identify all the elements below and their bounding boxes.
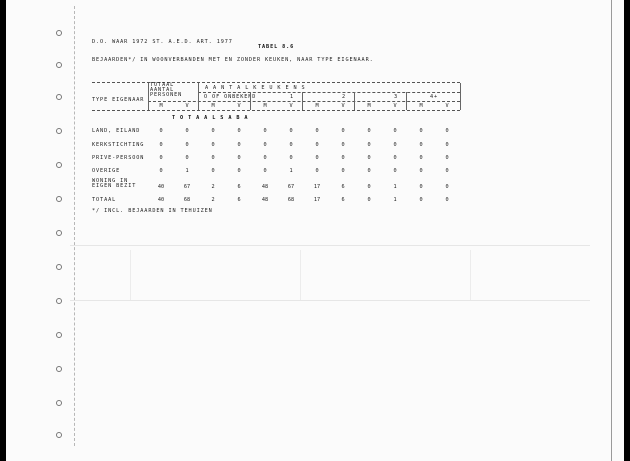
table-cell: 0 (445, 168, 449, 174)
footnote: */ INCL. BEJAARDEN IN TEHUIZEN (92, 208, 213, 214)
total-persons-header: TOTAAL AANTAL PERSONEN (150, 82, 183, 98)
table-cell: 48 (261, 197, 269, 203)
table-cell: 0 (211, 142, 215, 148)
table-cell: 0 (289, 155, 293, 161)
table-cell: 0 (211, 128, 215, 134)
gender-label: M (367, 103, 371, 109)
table-cell: 0 (367, 197, 371, 203)
table-cell: 0 (211, 168, 215, 174)
punch-hole (56, 162, 62, 168)
page-edge (611, 0, 612, 461)
gender-label: V (341, 103, 345, 109)
table-cell: 2 (211, 184, 215, 190)
gender-label: V (393, 103, 397, 109)
row-label: TOTAAL (92, 197, 117, 203)
no-kitchen-header: O OF ONBEKEND (204, 94, 257, 100)
row-label: OVERIGE (92, 168, 121, 174)
kitchen-count-2: 2 (342, 94, 347, 100)
row-label: KERKSTICHTING (92, 142, 145, 148)
table-cell: 6 (237, 197, 241, 203)
table-cell: 0 (159, 168, 163, 174)
row-label: LAND, EILAND (92, 128, 141, 134)
bleed-through-line (130, 250, 131, 300)
table-cell: 0 (237, 168, 241, 174)
kitchen-count-4plus: 4+ (430, 94, 439, 100)
kitchen-count-1: 1 (290, 94, 295, 100)
row-label: PRIVE-PERSOON (92, 155, 145, 161)
table-cell: 0 (341, 168, 345, 174)
table-cell: 0 (185, 155, 189, 161)
table-cell: 0 (263, 155, 267, 161)
col-divider (198, 83, 199, 110)
punch-hole (56, 62, 62, 68)
table-cell: 0 (445, 197, 449, 203)
gender-label: M (211, 103, 215, 109)
table-id: TABEL 8.6 (258, 44, 295, 50)
punch-hole (56, 264, 62, 270)
table-cell: 0 (315, 168, 319, 174)
bleed-through-line (70, 300, 590, 301)
table-cell: 40 (157, 197, 165, 203)
table-cell: 0 (393, 142, 397, 148)
section-label: T O T A A L S A B A (172, 115, 249, 121)
punch-hole (56, 230, 62, 236)
gender-label: V (185, 103, 189, 109)
bleed-through-line (70, 245, 590, 246)
gender-label: M (419, 103, 423, 109)
table-cell: 0 (367, 184, 371, 190)
table-cell: 40 (157, 184, 165, 190)
table-cell: 0 (393, 128, 397, 134)
table-cell: 0 (445, 128, 449, 134)
col-divider (406, 92, 407, 110)
punch-hole (56, 30, 62, 36)
table-cell: 6 (341, 184, 345, 190)
table-cell: 6 (341, 197, 345, 203)
table-cell: 0 (445, 142, 449, 148)
table-cell: 1 (289, 168, 293, 174)
table-cell: 0 (185, 128, 189, 134)
table-cell: 0 (393, 155, 397, 161)
table-cell: 67 (287, 184, 295, 190)
table-cell: 0 (159, 128, 163, 134)
table-cell: 0 (419, 128, 423, 134)
row-label: WONING IN EIGEN BEZIT (92, 178, 137, 189)
table-cell: 0 (315, 142, 319, 148)
table-cell: 0 (393, 168, 397, 174)
table-cell: 17 (313, 197, 321, 203)
col-divider (250, 92, 251, 110)
gender-label: M (315, 103, 319, 109)
table-cell: 0 (445, 184, 449, 190)
punch-hole (56, 400, 62, 406)
table-cell: 0 (367, 155, 371, 161)
table-cell: 0 (289, 128, 293, 134)
table-cell: 0 (341, 128, 345, 134)
table-cell: 0 (237, 155, 241, 161)
punch-hole (56, 366, 62, 372)
punch-hole (56, 94, 62, 100)
table-cell: 0 (341, 155, 345, 161)
table-cell: 0 (367, 142, 371, 148)
gender-label: M (159, 103, 163, 109)
gender-label: V (289, 103, 293, 109)
punch-hole (56, 298, 62, 304)
kitchens-header: A A N T A L K E U K E N S (205, 85, 306, 91)
col-divider (460, 83, 461, 110)
scanned-page (6, 0, 624, 461)
table-cell: 0 (315, 128, 319, 134)
table-cell: 17 (313, 184, 321, 190)
table-cell: 67 (183, 184, 191, 190)
table-cell: 6 (237, 184, 241, 190)
table-cell: 68 (183, 197, 191, 203)
punch-hole (56, 332, 62, 338)
table-cell: 0 (289, 142, 293, 148)
table-cell: 48 (261, 184, 269, 190)
table-cell: 0 (419, 155, 423, 161)
perforation-line (74, 6, 75, 446)
table-cell: 0 (263, 142, 267, 148)
table-title: BEJAARDEN*/ IN WOONVERBANDEN MET EN ZONDER KEUKEN, NAAR TYPE EIGENAAR. (92, 57, 374, 63)
publisher-line: D.O. WAAR 1972 ST. A.E.D. ART. 1977 (92, 39, 233, 45)
table-cell: 0 (341, 142, 345, 148)
col-divider (148, 83, 149, 110)
table-cell: 0 (419, 142, 423, 148)
gender-label: V (237, 103, 241, 109)
table-cell: 0 (185, 142, 189, 148)
gender-label: V (445, 103, 449, 109)
table-cell: 2 (211, 197, 215, 203)
table-cell: 0 (445, 155, 449, 161)
gender-rule (148, 101, 460, 102)
table-cell: 68 (287, 197, 295, 203)
table-cell: 0 (159, 142, 163, 148)
bleed-through-line (300, 250, 301, 300)
table-cell: 0 (237, 142, 241, 148)
table-cell: 0 (263, 168, 267, 174)
row-header: TYPE EIGENAAR (92, 97, 145, 103)
table-cell: 0 (237, 128, 241, 134)
gender-label: M (263, 103, 267, 109)
col-divider (302, 92, 303, 110)
bleed-through-line (470, 250, 471, 300)
punch-hole (56, 128, 62, 134)
table-cell: 0 (367, 128, 371, 134)
kitchens-rule (198, 92, 460, 93)
table-cell: 1 (393, 184, 397, 190)
table-cell: 1 (185, 168, 189, 174)
col-divider (354, 92, 355, 110)
table-cell: 1 (393, 197, 397, 203)
table-cell: 0 (367, 168, 371, 174)
table-cell: 0 (419, 168, 423, 174)
kitchen-count-3: 3 (394, 94, 399, 100)
header-bottom-rule (92, 110, 460, 111)
punch-hole (56, 432, 62, 438)
table-cell: 0 (419, 184, 423, 190)
punch-hole (56, 196, 62, 202)
table-cell: 0 (159, 155, 163, 161)
table-cell: 0 (211, 155, 215, 161)
table-cell: 0 (263, 128, 267, 134)
table-cell: 0 (419, 197, 423, 203)
table-cell: 0 (315, 155, 319, 161)
